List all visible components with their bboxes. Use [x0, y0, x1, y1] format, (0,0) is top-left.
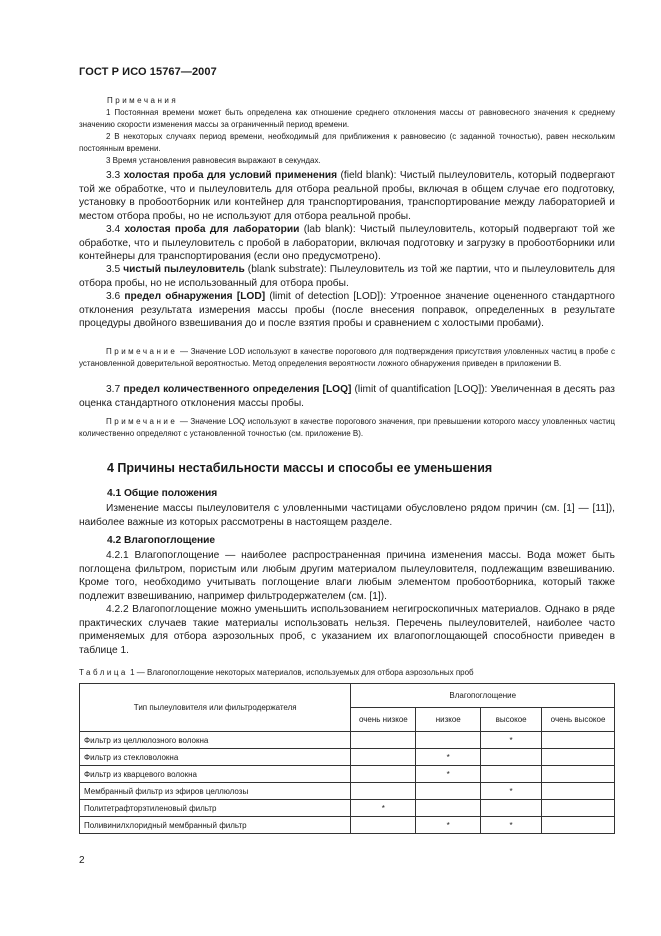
- table-header-level: очень низкое: [351, 708, 416, 732]
- definition-3-7: 3.7 предел количественного определения [LOQ] (limit of quantification [LOQ]): Увеличенная в десять раз оценка стандартного отклонения массы пробы.: [79, 384, 615, 409]
- table-header-level: высокое: [481, 708, 542, 732]
- paragraph-4-2-2: 4.2.2 Влагопоглощение можно уменьшить использованием негигроскопичных материалов. Однако в ряде практических случаев такие материалы использовать нельзя. Перечень пылеуловителей, наиболее часто применяемых для отбора аэрозольных проб, с указанием их влагопоглощающей способности приведен в таблице 1.: [79, 604, 615, 656]
- table-header-type: Тип пылеуловителя или фильтродержателя: [80, 684, 351, 732]
- table-cell-mark: [481, 800, 542, 817]
- table-cell-mark: *: [416, 817, 481, 834]
- page-number: 2: [79, 855, 85, 866]
- table-cell-mark: *: [351, 800, 416, 817]
- table-cell-mark: [542, 783, 615, 800]
- table-header-level: очень высокое: [542, 708, 615, 732]
- table-header-group: Влагопоглощение: [351, 684, 615, 708]
- section-4-1-title: 4.1 Общие положения: [107, 488, 218, 499]
- table-cell-name: Мембранный фильтр из эфиров целлюлозы: [80, 783, 351, 800]
- table-cell-mark: *: [416, 749, 481, 766]
- note-lod: Примечание — Значение LOD используют в качестве порогового для подтверждения присутствия уловленных частиц в пробе с установленной доверительной вероятностью. Метод определения вероятности ложного обнаружения приведен в приложении В.: [79, 347, 615, 369]
- definition-3-4: 3.4 холостая проба для лаборатории (lab blank): Чистый пылеуловитель, который подвергают той же обработке, что и пылеуловитель с пробой в лаборатории, включая подготовку и загрузку в пробоотборники или контейнеры для транспортирования (если оно предусмотрено).: [79, 224, 615, 263]
- table-cell-mark: *: [481, 732, 542, 749]
- table-cell-mark: [542, 732, 615, 749]
- table-cell-mark: [542, 749, 615, 766]
- table-cell-mark: [481, 749, 542, 766]
- definition-3-5: 3.5 чистый пылеуловитель (blank substrate): Пылеуловитель из той же партии, что и пылеуловитель для отбора пробы, но не использованный для отбора пробы.: [79, 264, 615, 289]
- table-cell-mark: [481, 766, 542, 783]
- table-1: [79, 683, 615, 834]
- table-cell-mark: [416, 800, 481, 817]
- table-row: [80, 749, 615, 766]
- note-loq: Примечание — Значение LOQ используют в качестве порогового значения, при превышении которого массу уловленных частиц количественно определяют с установленной точностью (см. приложение В).: [79, 417, 615, 439]
- table-row: [80, 817, 615, 834]
- table-row: [80, 766, 615, 783]
- section-4-1-text: Изменение массы пылеуловителя с уловленными частицами обусловлено рядом причин (см. [1] — [11]), наиболее важные из которых рассмотрены в настоящем разделе.: [79, 503, 615, 528]
- definition-3-6: 3.6 предел обнаружения [LOD] (limit of detection [LOD]): Утроенное значение оцененного стандартного отклонения результата измерения массы пробы (после внесения поправок, определенных в результате процедуры двойного взвешивания до и после взятия пробы и сравнением с холостыми пробами).: [79, 291, 615, 330]
- table-cell-mark: [351, 766, 416, 783]
- table-cell-mark: [542, 817, 615, 834]
- table-cell-name: Фильтр из кварцевого волокна: [80, 766, 351, 783]
- definition-3-3: 3.3 холостая проба для условий применения (field blank): Чистый пылеуловитель, который подвергают той же обработке, что и пылеуловитель для отбора реальной пробы, включая в общем случае его подготовку, установку в пробоотборник или контейнер для транспортирования, транспортирование между лабораторией и местом отбора пробы, но не используют для отбора реальной пробы.: [79, 170, 615, 222]
- notes-title: Примечания: [107, 96, 179, 105]
- table-cell-mark: [351, 783, 416, 800]
- table-cell-name: Поливинилхлоридный мембранный фильтр: [80, 817, 351, 834]
- table-cell-name: Фильтр из целлюлозного волокна: [80, 732, 351, 749]
- table-header-level: низкое: [416, 708, 481, 732]
- table-cell-mark: [542, 766, 615, 783]
- note-item-3: 3 Время установления равновесия выражают в секундах.: [106, 156, 321, 165]
- table-cell-mark: [416, 732, 481, 749]
- table-cell-mark: [351, 817, 416, 834]
- table-row: [80, 732, 615, 749]
- table-cell-mark: [351, 732, 416, 749]
- table-row: [80, 800, 615, 817]
- section-4-2-title: 4.2 Влагопоглощение: [107, 535, 216, 546]
- table-row: [80, 783, 615, 800]
- document-header: ГОСТ Р ИСО 15767—2007: [79, 66, 217, 78]
- table-1-caption: Таблица 1 — Влагопоглощение некоторых материалов, используемых для отбора аэрозольных проб: [79, 668, 474, 677]
- table-cell-name: Политетрафторэтиленовый фильтр: [80, 800, 351, 817]
- note-item-2: 2 В некоторых случаях период времени, необходимый для приближения к равновесию (с заданной точностью), равен нескольким постоянным времени.: [79, 132, 615, 154]
- table-cell-name: Фильтр из стекловолокна: [80, 749, 351, 766]
- table-cell-mark: [542, 800, 615, 817]
- note-item-1: 1 Постоянная времени может быть определена как отношение среднего отклонения массы от равновесного значения к среднему значению скорости изменения массы за ограниченный период времени.: [79, 108, 615, 130]
- table-cell-mark: *: [416, 766, 481, 783]
- table-cell-mark: *: [481, 817, 542, 834]
- paragraph-4-2-1: 4.2.1 Влагопоглощение — наиболее распространенная причина изменения массы. Вода может быть поглощена фильтром, пористым или любым другим материалом пылеуловителя, подлежащим взвешиванию. Кроме того, необходимо учитывать поглощение влаги любым элементом пробоотборника, который также подлежит взвешиванию, например фильтродержателем (см. [1]).: [79, 550, 615, 602]
- table-cell-mark: [416, 783, 481, 800]
- table-cell-mark: *: [481, 783, 542, 800]
- table-cell-mark: [351, 749, 416, 766]
- section-4-heading: 4 Причины нестабильности массы и способы ее уменьшения: [107, 461, 493, 475]
